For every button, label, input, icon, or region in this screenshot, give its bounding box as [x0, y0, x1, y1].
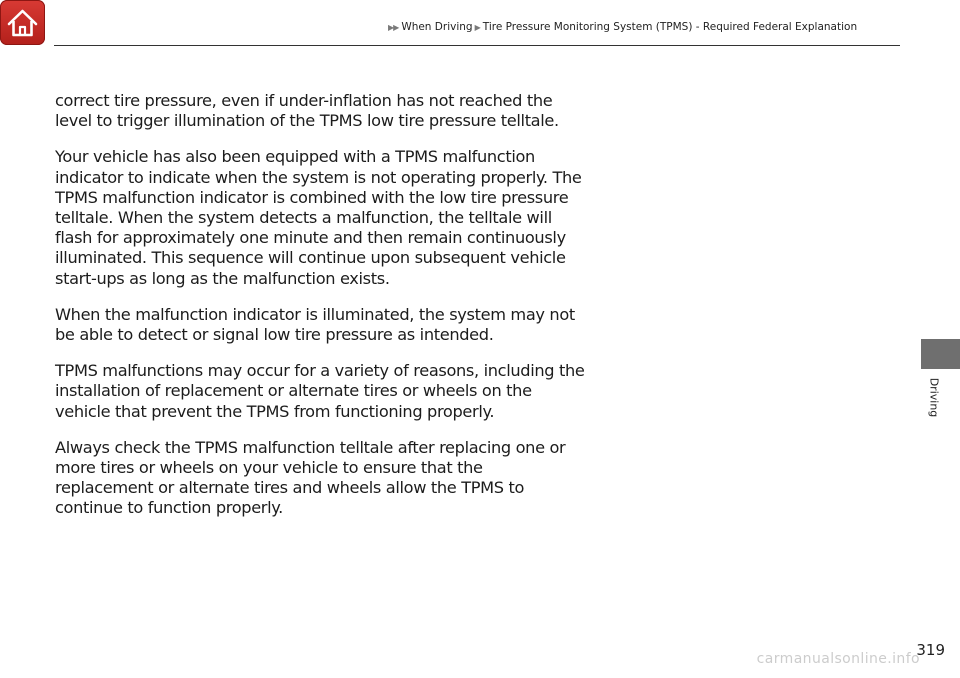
- paragraph: correct tire pressure, even if under-inflation has not reached the level to trigger illumination of the TPMS low tire pressure telltale.: [55, 91, 559, 131]
- paragraph: Always check the TPMS malfunction telltale after replacing one or more tires or wheels on your vehicle to ensure that the replacement or alternate tires and wheels allow the TPMS to continue to function properly.: [55, 437, 566, 518]
- home-button[interactable]: [0, 0, 45, 45]
- breadcrumb-item-tpms[interactable]: Tire Pressure Monitoring System (TPMS) - Required Federal Explanation: [482, 21, 858, 33]
- breadcrumb-arrows-icon: ▶▶: [388, 23, 399, 32]
- breadcrumb-separator-icon: ▶: [474, 23, 481, 32]
- section-tab-driving[interactable]: [921, 339, 960, 369]
- paragraph: When the malfunction indicator is illuminated, the system may not be able to detect or signal low tire pressure as intended.: [55, 304, 575, 345]
- header-divider: [54, 45, 900, 46]
- section-label: [917, 372, 951, 422]
- paragraph: Your vehicle has also been equipped with a TPMS malfunction indicator to indicate when the system is not operating properly. The TPMS malfunction indicator is combined with the low tire pressure telltale. When the system detects a malfunction, the telltale will flash for approximately one minute and then remain continuously illuminated. This sequence will continue upon subsequent vehicle start-ups as long as the malfunction exists.: [55, 147, 582, 288]
- page-number: 319: [916, 641, 945, 659]
- breadcrumb: [388, 20, 857, 35]
- breadcrumb-item-when-driving[interactable]: When Driving: [401, 21, 473, 33]
- paragraph: TPMS malfunctions may occur for a variety of reasons, including the installation of replacement or alternate tires or wheels on the vehicle that prevent the TPMS from functioning properly.: [55, 361, 585, 421]
- home-icon: [5, 5, 40, 40]
- section-label-text: Driving: [927, 377, 941, 417]
- page-content: [55, 91, 585, 535]
- watermark: carmanualsonline.info: [756, 651, 920, 667]
